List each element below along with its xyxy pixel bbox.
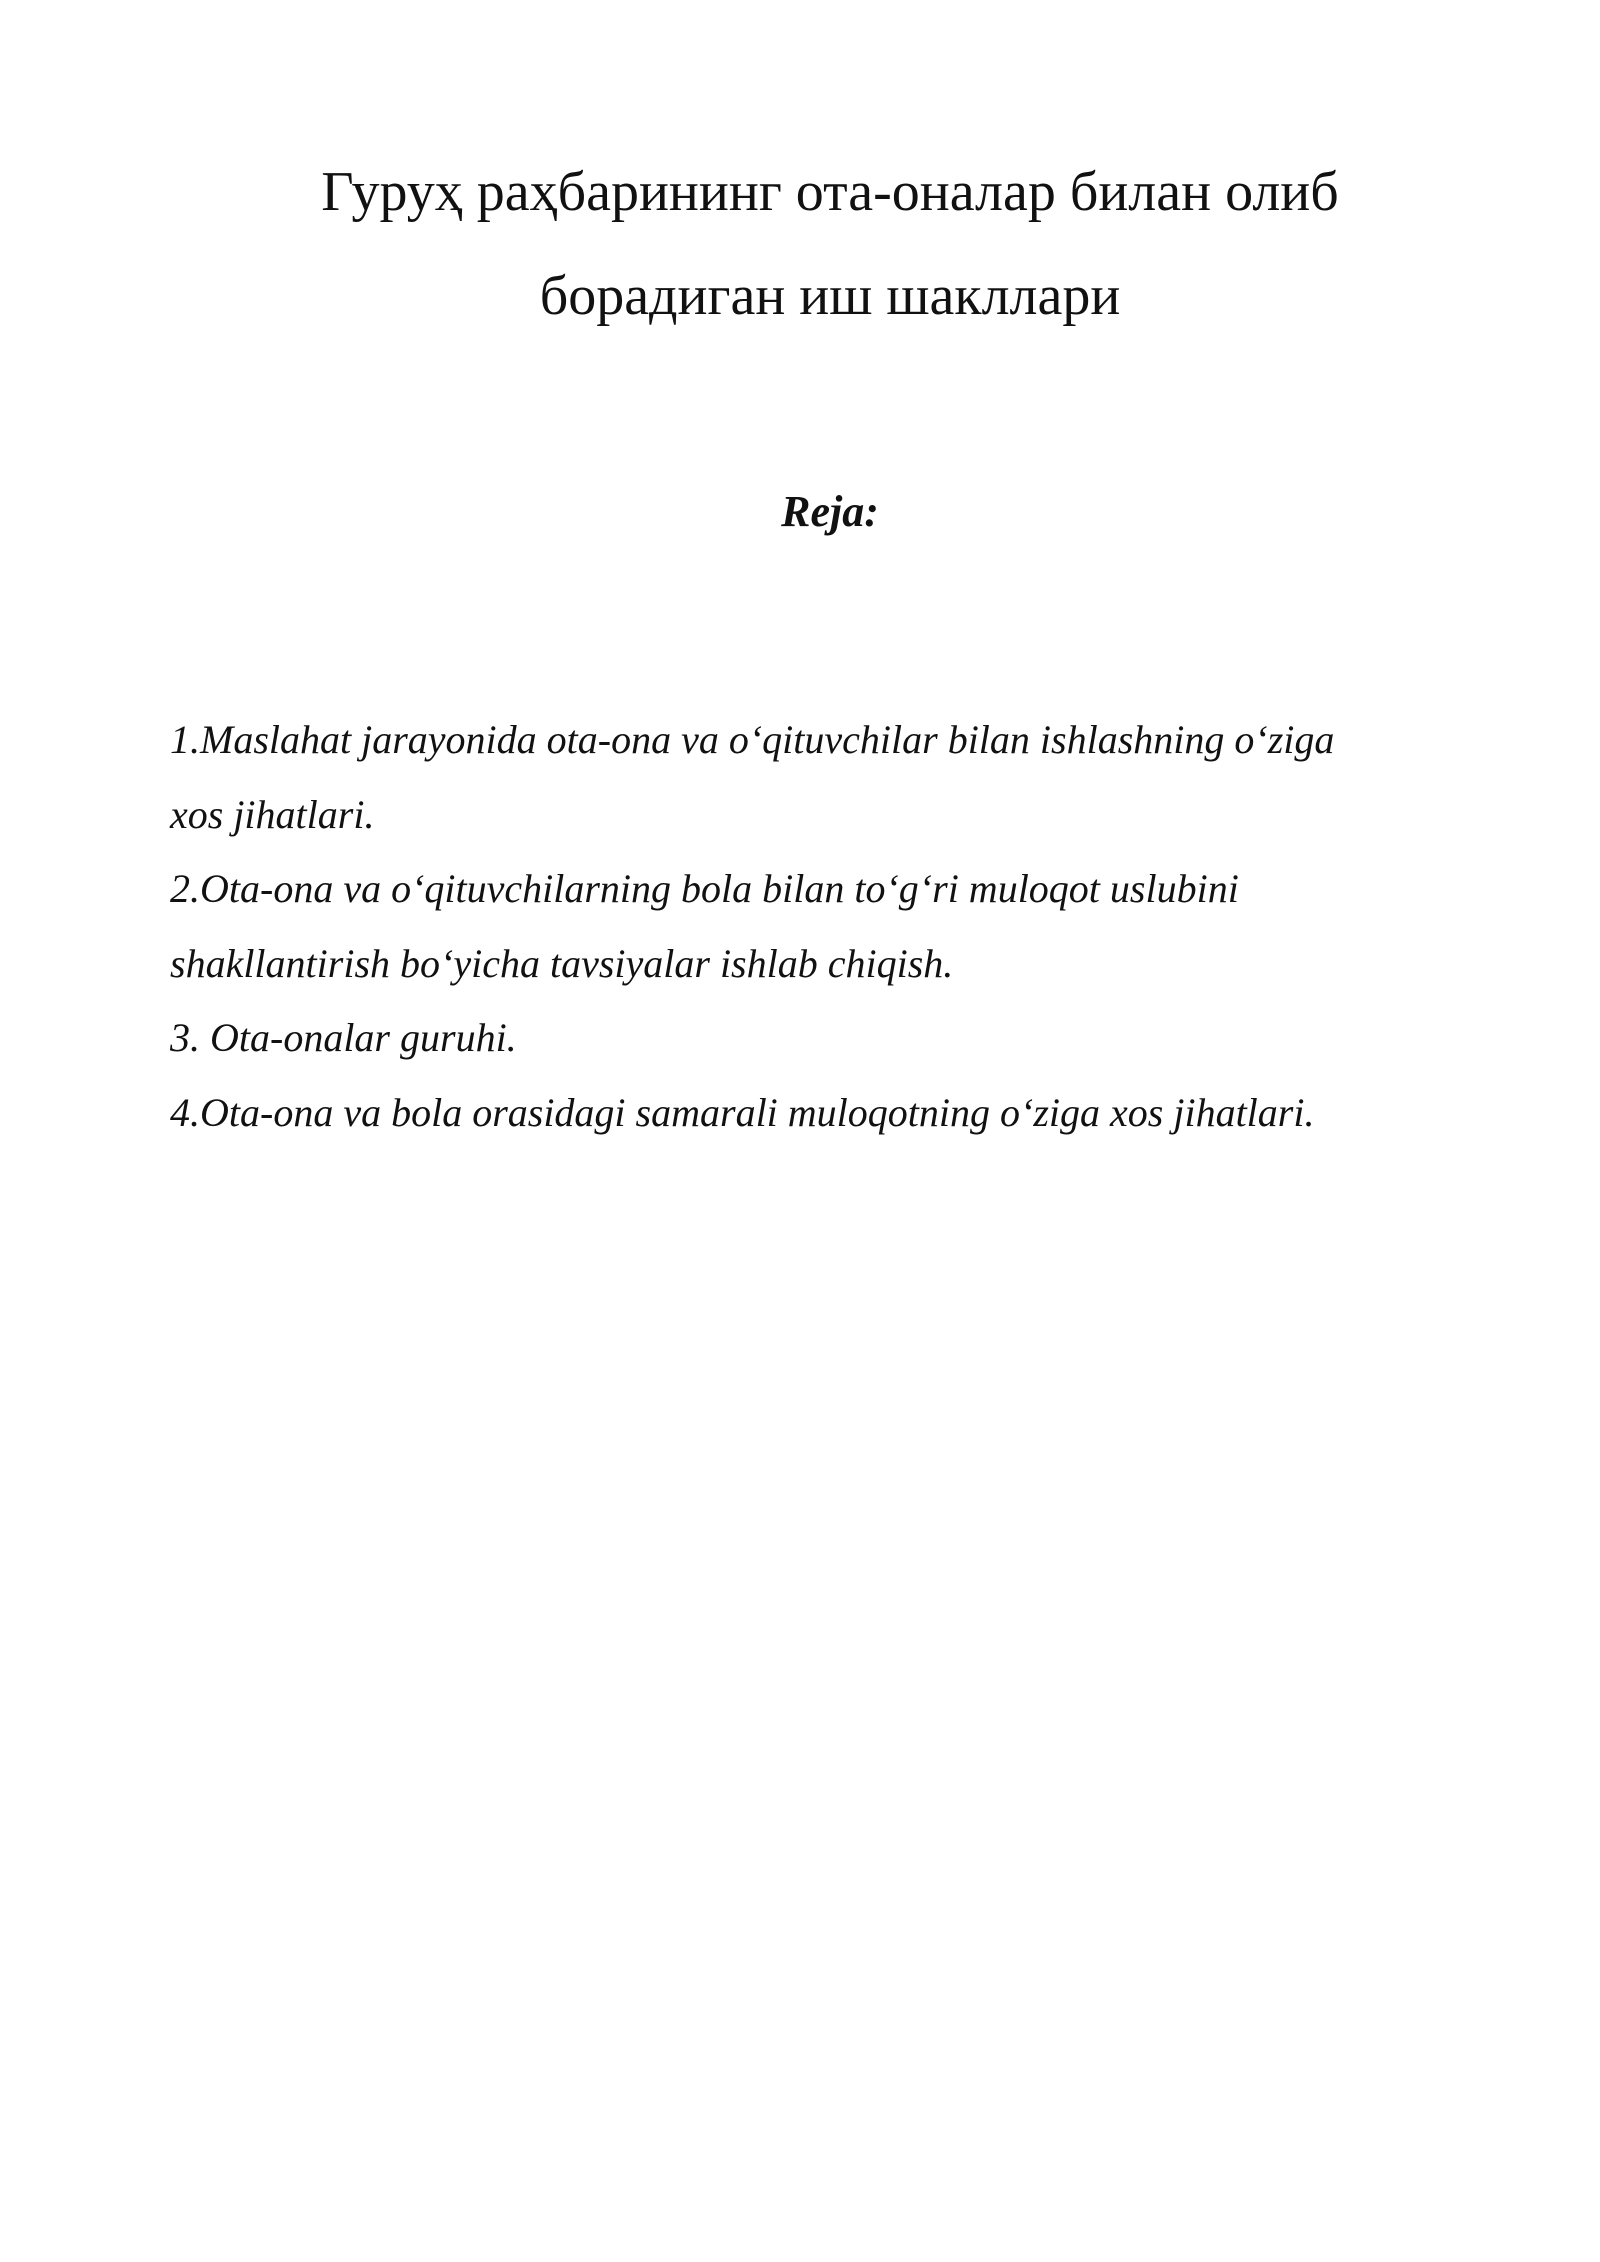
title-line-1: Гуруҳ раҳбарининг ота-оналар билан олиб	[321, 161, 1339, 223]
plan-heading: Reja:	[781, 487, 879, 536]
plan-item	[170, 703, 1460, 852]
plan-item	[170, 852, 1460, 1001]
plan-item-text: 1.Maslahat jarayonida ota-ona va o‘qituvchilar bilan ishlashning o‘ziga	[170, 717, 1335, 762]
plan-item-text: shakllantirish bo‘yicha tavsiyalar ishlab chiqish.	[170, 940, 954, 986]
plan-item	[170, 1076, 1460, 1151]
plan-item-text: xos jihatlari.	[170, 791, 375, 837]
document-title	[170, 140, 1490, 348]
title-line-2: борадиган иш шакллари	[539, 265, 1121, 327]
plan-item-text: 4.Ota-ona va bola orasidagi samarali muloqotning o‘ziga xos jihatlari.	[170, 1089, 1315, 1135]
plan-item	[170, 1001, 1460, 1076]
plan-item-text: 2.Ota-ona va o‘qituvchilarning bola bilan to‘g‘ri muloqot uslubini	[170, 866, 1239, 911]
plan-list	[170, 703, 1460, 1150]
plan-item-text: 3. Ota-onalar guruhi.	[170, 1015, 517, 1060]
